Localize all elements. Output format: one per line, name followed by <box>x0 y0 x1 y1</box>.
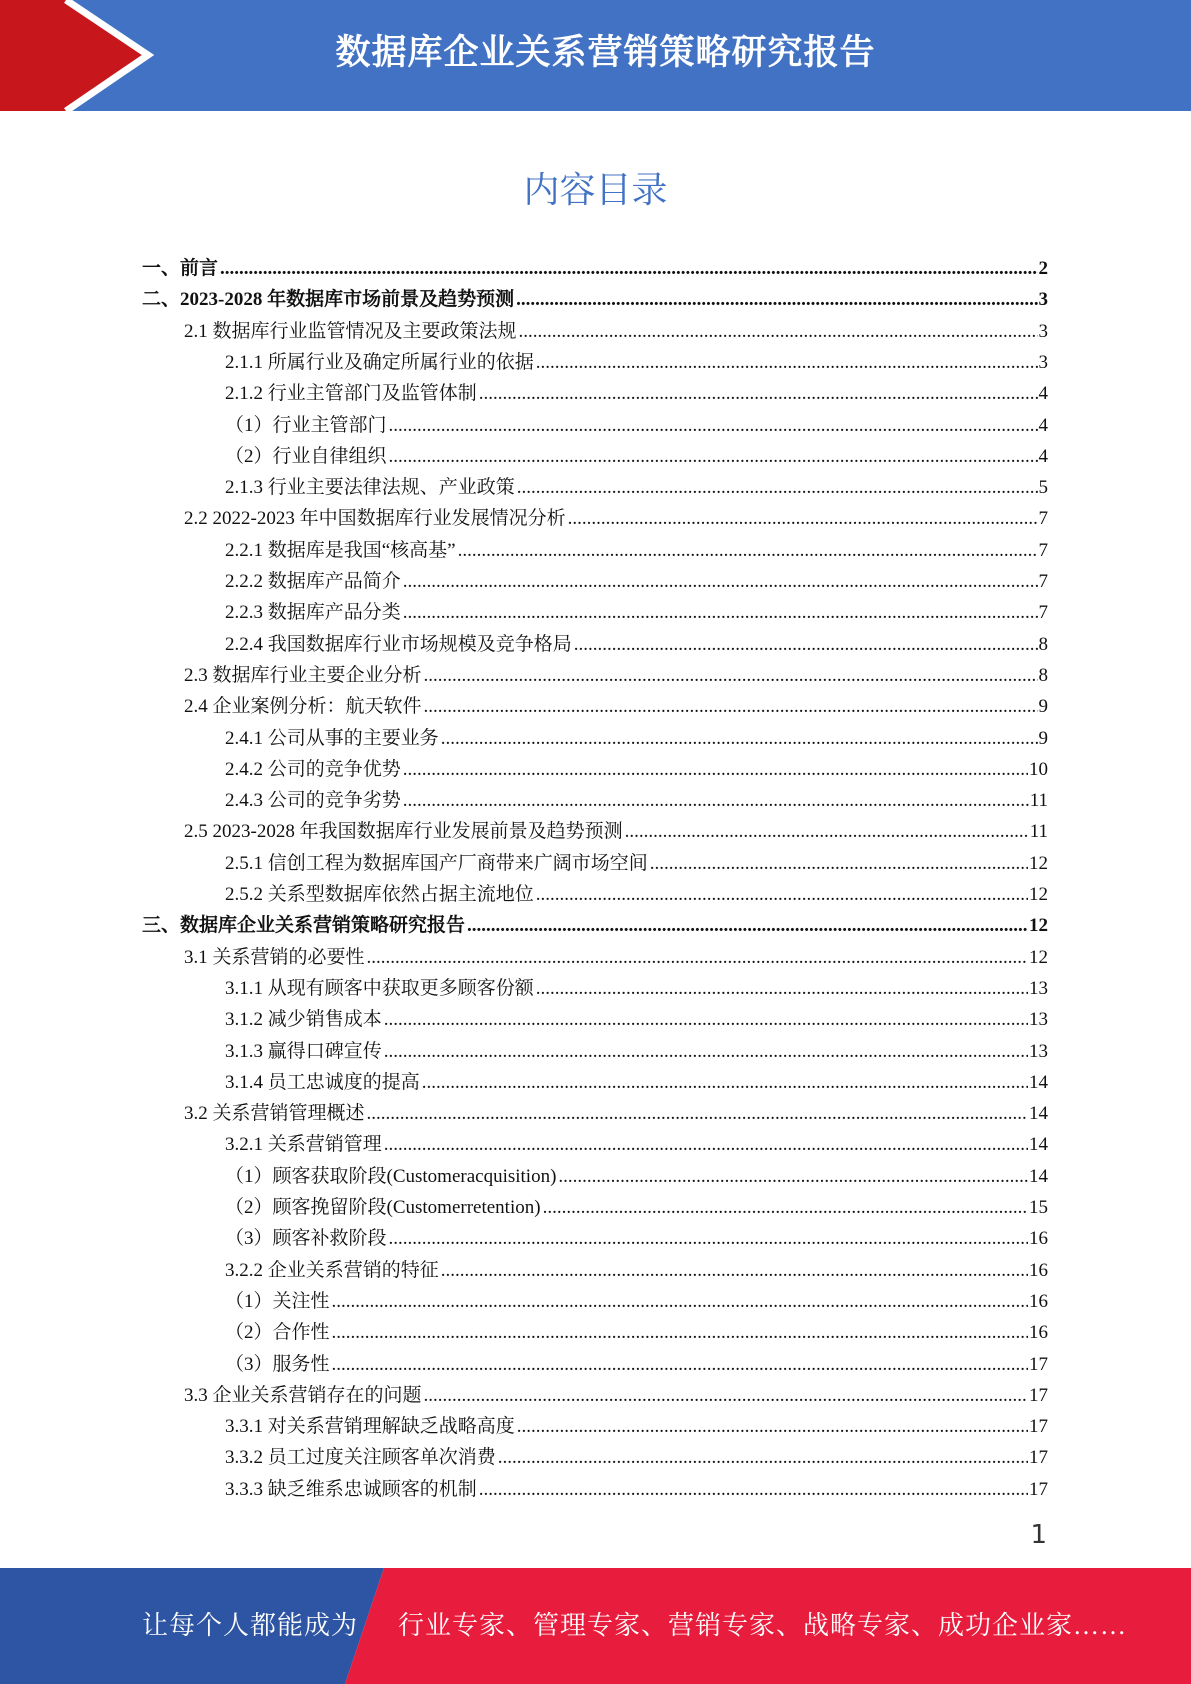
toc-leader-dots <box>384 1129 1028 1160</box>
toc-entry-title: （2）顾客挽留阶段(Customerretention) <box>225 1197 541 1218</box>
toc-entry[interactable] <box>142 910 1048 941</box>
toc-entry-page: 3 <box>1038 289 1048 311</box>
toc-leader-dots <box>467 910 1028 941</box>
toc-leader-dots <box>441 1255 1028 1286</box>
toc-leader-dots <box>389 441 1038 472</box>
toc-leader-dots <box>389 1223 1028 1254</box>
toc-leader-dots <box>536 347 1038 378</box>
toc-entry-title: 2.2.1 数据库是我国“核高基” <box>225 539 456 561</box>
toc-entry-page: 12 <box>1029 946 1048 968</box>
toc-entry-title: 2.2.2 数据库产品简介 <box>225 571 401 592</box>
toc-entry-title: 2.4.1 公司从事的主要业务 <box>225 727 439 749</box>
toc-entry[interactable] <box>184 660 1048 691</box>
toc-entry[interactable] <box>184 316 1048 347</box>
toc-entry-page: 16 <box>1029 1228 1048 1250</box>
toc-entry-title: （3）顾客补救阶段 <box>225 1228 387 1250</box>
toc-leader-dots <box>517 1411 1028 1442</box>
toc-entry-title: 3.2 关系营销管理概述 <box>184 1103 365 1125</box>
toc-leader-dots <box>458 535 1038 566</box>
toc-entry[interactable] <box>225 1223 1048 1254</box>
toc-entry[interactable] <box>225 347 1048 378</box>
header-banner <box>0 0 1191 111</box>
toc-entry-title: 2.4 企业案例分析：航天软件 <box>184 696 422 718</box>
toc-leader-dots <box>516 284 1037 315</box>
toc-entry-page: 16 <box>1029 1322 1048 1344</box>
toc-entry[interactable] <box>142 284 1048 315</box>
toc-entry-page: 12 <box>1029 915 1048 937</box>
toc-entry[interactable] <box>225 785 1048 816</box>
toc-entry[interactable] <box>225 879 1048 910</box>
toc-entry[interactable] <box>225 754 1048 785</box>
toc-leader-dots <box>384 1036 1028 1067</box>
toc-entry-title: 2.1 数据库行业监管情况及主要政策法规 <box>184 320 517 342</box>
toc-entry-title: 3.1.4 员工忠诚度的提高 <box>225 1071 420 1093</box>
toc-leader-dots <box>543 1192 1028 1223</box>
toc-entry-page: 17 <box>1029 1416 1048 1438</box>
toc-entry-page: 14 <box>1029 1165 1048 1187</box>
toc-leader-dots <box>536 879 1028 910</box>
toc-leader-dots <box>568 503 1038 534</box>
toc-entry[interactable] <box>225 848 1048 879</box>
toc-entry-page: 7 <box>1038 571 1048 592</box>
toc-entry[interactable] <box>184 816 1048 847</box>
toc-entry-title: 2.5.1 信创工程为数据库国产厂商带来广阔市场空间 <box>225 852 648 874</box>
toc-leader-dots <box>424 1380 1028 1411</box>
footer-slogan-right: 行业专家、管理专家、营销专家、战略专家、成功企业家…… <box>398 1611 1128 1640</box>
toc-entry[interactable] <box>225 441 1048 472</box>
toc-entry-page: 7 <box>1038 539 1048 561</box>
toc-entry-page: 4 <box>1038 414 1048 436</box>
toc-entry[interactable] <box>142 253 1048 284</box>
footer-banner <box>0 1568 1191 1684</box>
toc-entry[interactable] <box>225 378 1048 409</box>
toc-entry-page: 11 <box>1029 821 1048 843</box>
toc-leader-dots <box>403 754 1028 785</box>
toc-entry[interactable] <box>225 973 1048 1004</box>
toc-entry-title: 3.1.3 赢得口碑宣传 <box>225 1040 382 1062</box>
toc-entry-page: 16 <box>1029 1259 1048 1281</box>
toc-entry-title: 二、2023-2028 年数据库市场前景及趋势预测 <box>142 289 515 311</box>
toc-entry[interactable] <box>225 597 1048 628</box>
toc-entry-page: 14 <box>1029 1071 1048 1093</box>
toc-entry-title: 一、前言 <box>142 258 219 279</box>
toc-leader-dots <box>424 691 1038 722</box>
toc-entry-title: 2.2 2022-2023 年中国数据库行业发展情况分析 <box>184 508 566 530</box>
toc-entry-page: 10 <box>1029 758 1048 780</box>
toc-entry-page: 4 <box>1038 383 1048 405</box>
toc-entry-title: 3.2.2 企业关系营销的特征 <box>225 1259 439 1281</box>
toc-entry-title: 2.2.3 数据库产品分类 <box>225 602 401 624</box>
toc-entry[interactable] <box>184 1380 1048 1411</box>
toc-entry-page: 11 <box>1029 790 1048 812</box>
toc-entry[interactable] <box>225 1067 1048 1098</box>
toc-entry-title: （2）合作性 <box>225 1322 330 1344</box>
toc-leader-dots <box>389 410 1038 441</box>
toc-entry-page: 17 <box>1029 1353 1048 1375</box>
toc-entry-title: 2.2.4 我国数据库行业市场规模及竞争格局 <box>225 633 572 655</box>
toc-entry-page: 15 <box>1029 1197 1048 1218</box>
toc-entry[interactable] <box>225 723 1048 754</box>
toc-entry-title: （1）行业主管部门 <box>225 414 387 436</box>
toc-entry-title: 3.3.3 缺乏维系忠诚顾客的机制 <box>225 1478 477 1500</box>
toc-entry-title: （1）顾客获取阶段(Customeracquisition) <box>225 1165 557 1187</box>
toc-entry-page: 5 <box>1038 477 1048 499</box>
toc-entry-title: 3.3 企业关系营销存在的问题 <box>184 1384 422 1406</box>
toc-entry[interactable] <box>225 535 1048 566</box>
toc-entry-title: 3.3.1 对关系营销理解缺乏战略高度 <box>225 1416 515 1438</box>
toc-leader-dots <box>220 253 1037 284</box>
toc-entry[interactable] <box>184 1098 1048 1129</box>
toc-entry-page: 17 <box>1029 1384 1048 1406</box>
toc-entry-page: 4 <box>1038 445 1048 467</box>
toc-entry[interactable] <box>225 1255 1048 1286</box>
toc-leader-dots <box>403 785 1029 816</box>
toc-leader-dots <box>332 1349 1028 1380</box>
toc-entry[interactable] <box>225 1129 1048 1160</box>
toc-entry-page: 14 <box>1029 1103 1048 1125</box>
toc-entry-title: 2.5.2 关系型数据库依然占据主流地位 <box>225 884 534 905</box>
toc-entry-title: 2.4.2 公司的竞争优势 <box>225 758 401 780</box>
toc-entry[interactable] <box>225 472 1048 503</box>
toc-entry[interactable] <box>225 1411 1048 1442</box>
toc-entry[interactable] <box>184 503 1048 534</box>
toc-entry-title: 2.1.1 所属行业及确定所属行业的依据 <box>225 351 534 373</box>
toc-leader-dots <box>517 472 1038 503</box>
toc-leader-dots <box>403 566 1038 597</box>
toc-entry-page: 12 <box>1029 884 1048 905</box>
toc-leader-dots <box>424 660 1038 691</box>
toc-entry[interactable] <box>225 1474 1048 1505</box>
toc-entry-page: 7 <box>1038 508 1048 530</box>
toc-leader-dots <box>332 1317 1028 1348</box>
toc-entry-title: 2.5 2023-2028 年我国数据库行业发展前景及趋势预测 <box>184 821 623 843</box>
toc-leader-dots <box>536 973 1028 1004</box>
toc-entry-page: 12 <box>1029 852 1048 874</box>
toc-leader-dots <box>498 1442 1028 1473</box>
footer-slogan-left: 让每个人都能成为 <box>142 1611 359 1640</box>
toc-entry-page: 16 <box>1029 1290 1048 1312</box>
toc-entry-page: 13 <box>1029 977 1048 999</box>
toc-leader-dots <box>403 597 1038 628</box>
toc-entry[interactable] <box>225 1317 1048 1348</box>
toc-leader-dots <box>519 316 1038 347</box>
toc-entry-page: 17 <box>1029 1447 1048 1469</box>
toc-entry[interactable] <box>225 1192 1048 1223</box>
toc-leader-dots <box>479 1474 1028 1505</box>
toc-entry[interactable] <box>225 1036 1048 1067</box>
toc-entry-page: 17 <box>1029 1478 1048 1500</box>
toc-leader-dots <box>384 1004 1028 1035</box>
toc-leader-dots <box>441 723 1038 754</box>
toc-entry-page: 2 <box>1038 258 1048 279</box>
toc-entry-title: 三、数据库企业关系营销策略研究报告 <box>142 915 466 937</box>
document-title: 数据库企业关系营销策略研究报告 <box>335 33 876 73</box>
toc-entry[interactable] <box>225 1161 1048 1192</box>
toc-entry-page: 3 <box>1038 351 1048 373</box>
toc-entry-page: 3 <box>1038 320 1048 342</box>
toc-entry-title: （3）服务性 <box>225 1353 330 1375</box>
toc-leader-dots <box>422 1067 1028 1098</box>
toc-entry-title: 2.3 数据库行业主要企业分析 <box>184 664 422 686</box>
toc-entry[interactable] <box>225 410 1048 441</box>
toc-entry[interactable] <box>184 942 1048 973</box>
toc-entry-page: 8 <box>1038 633 1048 655</box>
toc-entry[interactable] <box>225 1286 1048 1317</box>
toc-entry-title: 3.1.1 从现有顾客中获取更多顾客份额 <box>225 977 534 999</box>
toc-entry-page: 13 <box>1029 1040 1048 1062</box>
toc-leader-dots <box>479 378 1038 409</box>
toc-entry[interactable] <box>225 629 1048 660</box>
toc-heading: 内容目录 <box>523 170 668 211</box>
toc-leader-dots <box>367 942 1028 973</box>
toc-entry-title: 3.2.1 关系营销管理 <box>225 1134 382 1156</box>
toc-entry-page: 13 <box>1029 1009 1048 1031</box>
toc-entry-page: 14 <box>1029 1134 1048 1156</box>
toc-entry[interactable] <box>225 566 1048 597</box>
toc-entry[interactable] <box>225 1442 1048 1473</box>
toc-entry-page: 9 <box>1038 696 1048 718</box>
toc-leader-dots <box>332 1286 1028 1317</box>
toc-entry-title: （2）行业自律组织 <box>225 445 387 467</box>
toc-entry-title: （1）关注性 <box>225 1290 330 1312</box>
toc-entry-title: 2.1.3 行业主要法律法规、产业政策 <box>225 477 515 499</box>
toc-entry[interactable] <box>225 1004 1048 1035</box>
toc-entry-title: 3.1 关系营销的必要性 <box>184 946 365 968</box>
toc-leader-dots <box>650 848 1028 879</box>
toc-entry-page: 8 <box>1038 664 1048 686</box>
toc-leader-dots <box>625 816 1029 847</box>
toc-entry-title: 2.1.2 行业主管部门及监管体制 <box>225 383 477 405</box>
toc-entry-title: 2.4.3 公司的竞争劣势 <box>225 790 401 812</box>
toc-leader-dots <box>574 629 1038 660</box>
page-number: 1 <box>1030 1520 1047 1550</box>
toc-leader-dots <box>367 1098 1028 1129</box>
toc-leader-dots <box>558 1161 1028 1192</box>
toc-entry-title: 3.1.2 减少销售成本 <box>225 1009 382 1031</box>
toc-entry-title: 3.3.2 员工过度关注顾客单次消费 <box>225 1447 496 1469</box>
toc-entry[interactable] <box>184 691 1048 722</box>
toc-entry[interactable] <box>225 1349 1048 1380</box>
toc-entry-page: 9 <box>1038 727 1048 749</box>
toc-entry-page: 7 <box>1038 602 1048 624</box>
